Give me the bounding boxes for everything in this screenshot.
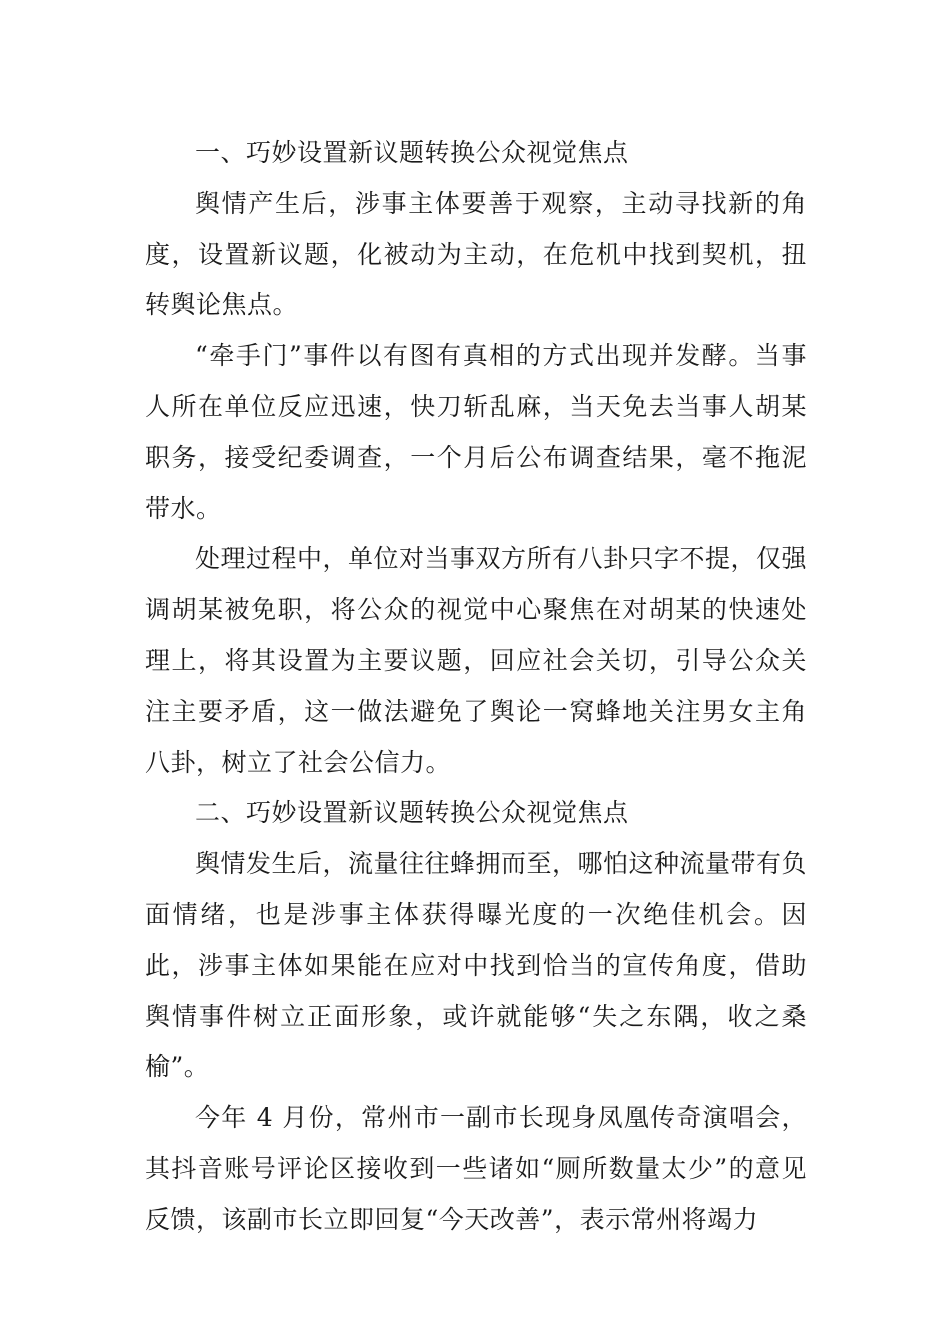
paragraph-5: 今年 4 月份，常州市一副市长现身凤凰传奇演唱会，其抖音账号评论区接收到一些诸如“厕所数量太少”的意见反馈，该副市长立即回复“今天改善”，表示常州将竭力: [145, 1103, 807, 1234]
section-heading-2: 二、巧妙设置新议题转换公众视觉焦点: [195, 798, 629, 828]
paragraph-3: 处理过程中，单位对当事双方所有八卦只字不提，仅强调胡某被免职，将公众的视觉中心聚焦在对胡某的快速处理上，将其设置为主要议题，回应社会关切，引导公众关注主要矛盾，这一做法避免了舆论一窝蜂地关注男女主角八卦，树立了社会公信力。: [145, 544, 808, 777]
paragraph-1: 舆情产生后，涉事主体要善于观察，主动寻找新的角度，设置新议题，化被动为主动，在危机中找到契机，扭转舆论焦点。: [145, 188, 807, 320]
document-body: [145, 128, 807, 1246]
section-heading-1: 一、巧妙设置新议题转换公众视觉焦点: [195, 138, 629, 167]
paragraph-4: 舆情发生后，流量往往蜂拥而至，哪怕这种流量带有负面情绪，也是涉事主体获得曝光度的一次绝佳机会。因此，涉事主体如果能在应对中找到恰当的宣传角度，借助舆情事件树立正面形象，或许就能够“失之东隅，收之桑榆”。: [145, 849, 808, 1082]
paragraph-2: “牵手门”事件以有图有真相的方式出现并发酵。当事人所在单位反应迅速，快刀斩乱麻，当天免去当事人胡某职务，接受纪委调查，一个月后公布调查结果，毫不拖泥带水。: [145, 341, 807, 523]
